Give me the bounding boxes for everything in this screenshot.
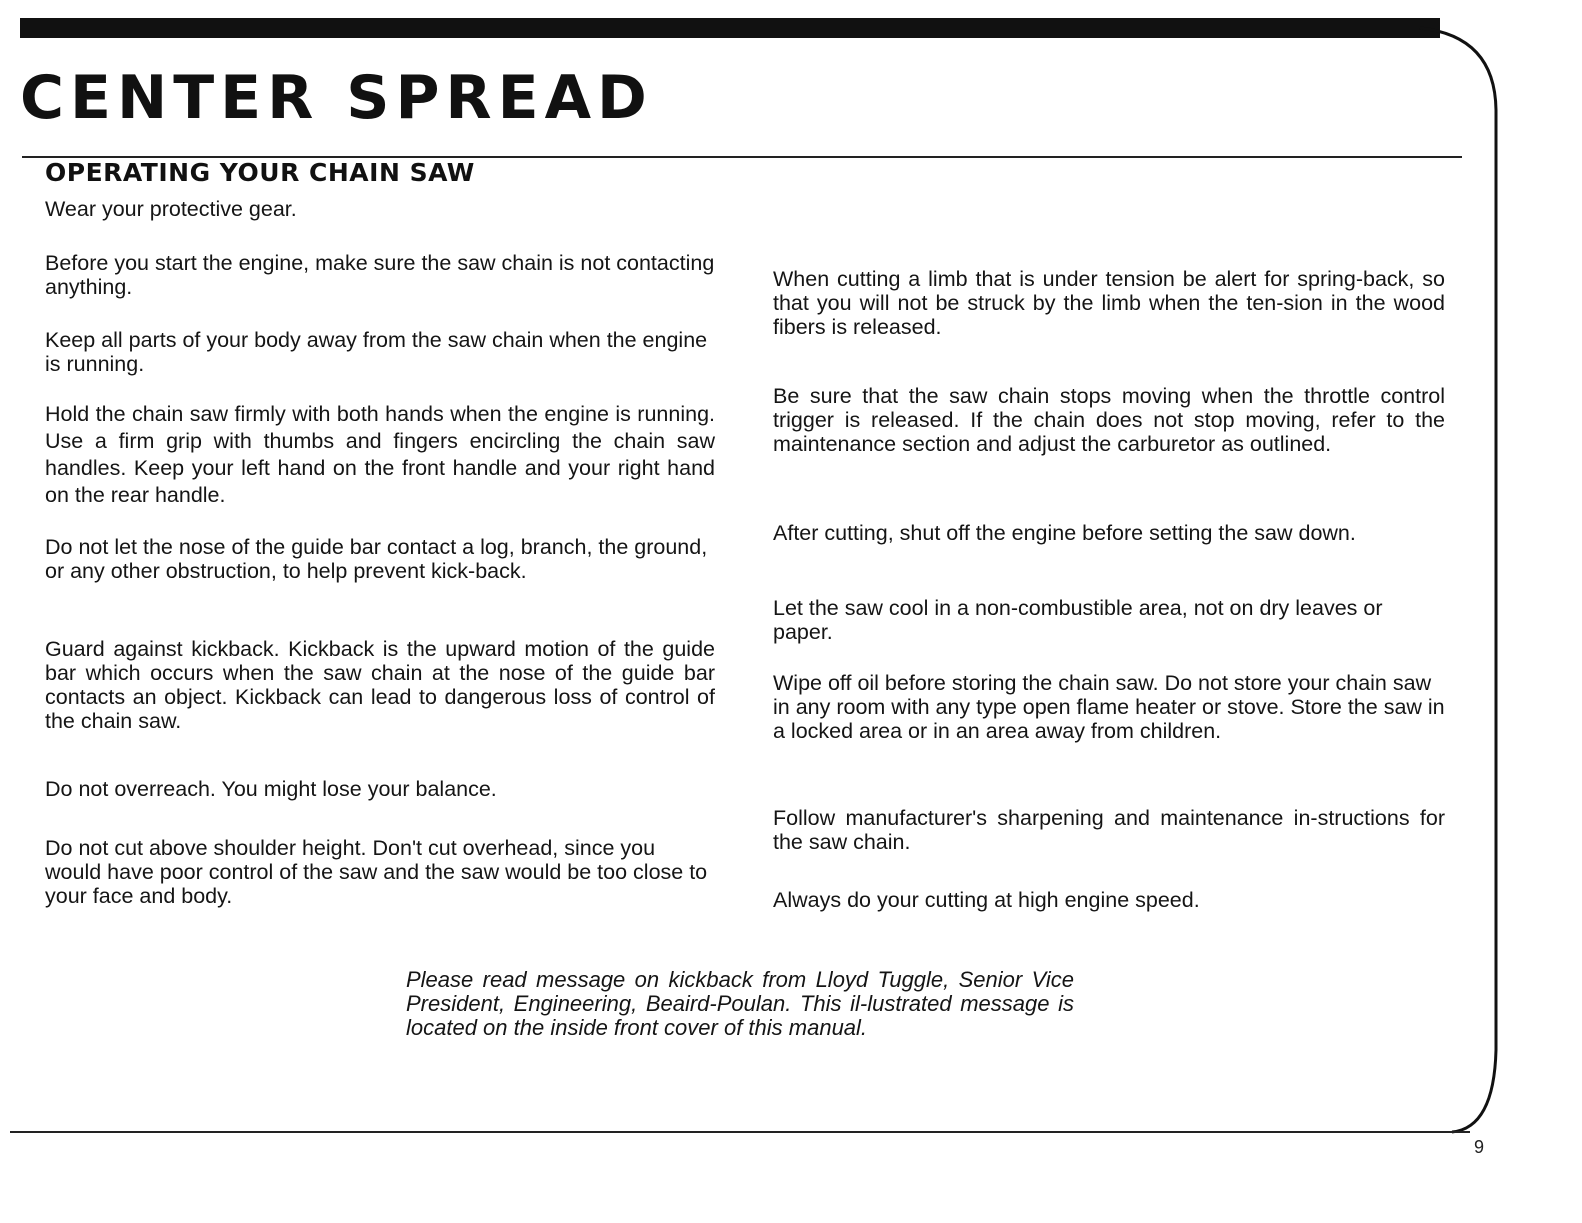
instruction-paragraph: Follow manufacturer's sharpening and maintenance in-structions for the saw chain. xyxy=(773,806,1445,854)
instruction-paragraph: Keep all parts of your body away from the saw chain when the engine is running. xyxy=(45,328,708,376)
instruction-paragraph: Wipe off oil before storing the chain saw. Do not store your chain saw in any room with any type open flame heater or stove. Store the saw in a locked area or in an area away from children. xyxy=(773,671,1445,743)
instruction-paragraph: Do not let the nose of the guide bar contact a log, branch, the ground, or any other obstruction, to help prevent kick-back. xyxy=(45,535,708,583)
instruction-paragraph: Let the saw cool in a non-combustible area, not on dry leaves or paper. xyxy=(773,596,1383,644)
instruction-paragraph: Guard against kickback. Kickback is the upward motion of the guide bar which occurs when the saw chain at the nose of the guide bar contacts an object. Kickback can lead to dangerous loss of control of the chain saw. xyxy=(45,637,715,733)
instruction-paragraph: When cutting a limb that is under tension be alert for spring-back, so that you will not be struck by the limb when the ten-sion in the wood fibers is released. xyxy=(773,267,1445,339)
instruction-paragraph: Before you start the engine, make sure the saw chain is not contacting anything. xyxy=(45,251,715,299)
kickback-note: Please read message on kickback from Lloyd Tuggle, Senior Vice President, Engineering, Beaird-Poulan. This il-lustrated message is located on the inside front cover of this manual. xyxy=(406,967,1074,1040)
instruction-paragraph: Be sure that the saw chain stops moving when the throttle control trigger is released. If the chain does not stop moving, refer to the maintenance section and adjust the carburetor as outlined. xyxy=(773,384,1445,456)
instruction-paragraph: After cutting, shut off the engine before setting the saw down. xyxy=(773,521,1356,545)
page-title: CENTER SPREAD xyxy=(20,63,653,133)
footer-divider xyxy=(10,1131,1470,1133)
instruction-paragraph: Wear your protective gear. xyxy=(45,197,297,221)
top-black-bar xyxy=(20,18,1440,38)
instruction-paragraph: Do not overreach. You might lose your balance. xyxy=(45,777,497,801)
instruction-paragraph: Hold the chain saw firmly with both hands when the engine is running. Use a firm grip with thumbs and fingers encircling the chain saw handles. Keep your left hand on the front handle and your right hand on the rear handle. xyxy=(45,402,715,507)
instruction-paragraph: Always do your cutting at high engine speed. xyxy=(773,888,1200,912)
page-number: 9 xyxy=(1474,1137,1485,1157)
instruction-paragraph: Do not cut above shoulder height. Don't cut overhead, since you would have poor control of the saw and the saw would be too close to your face and body. xyxy=(45,836,708,908)
section-heading: OPERATING YOUR CHAIN SAW xyxy=(45,158,475,187)
